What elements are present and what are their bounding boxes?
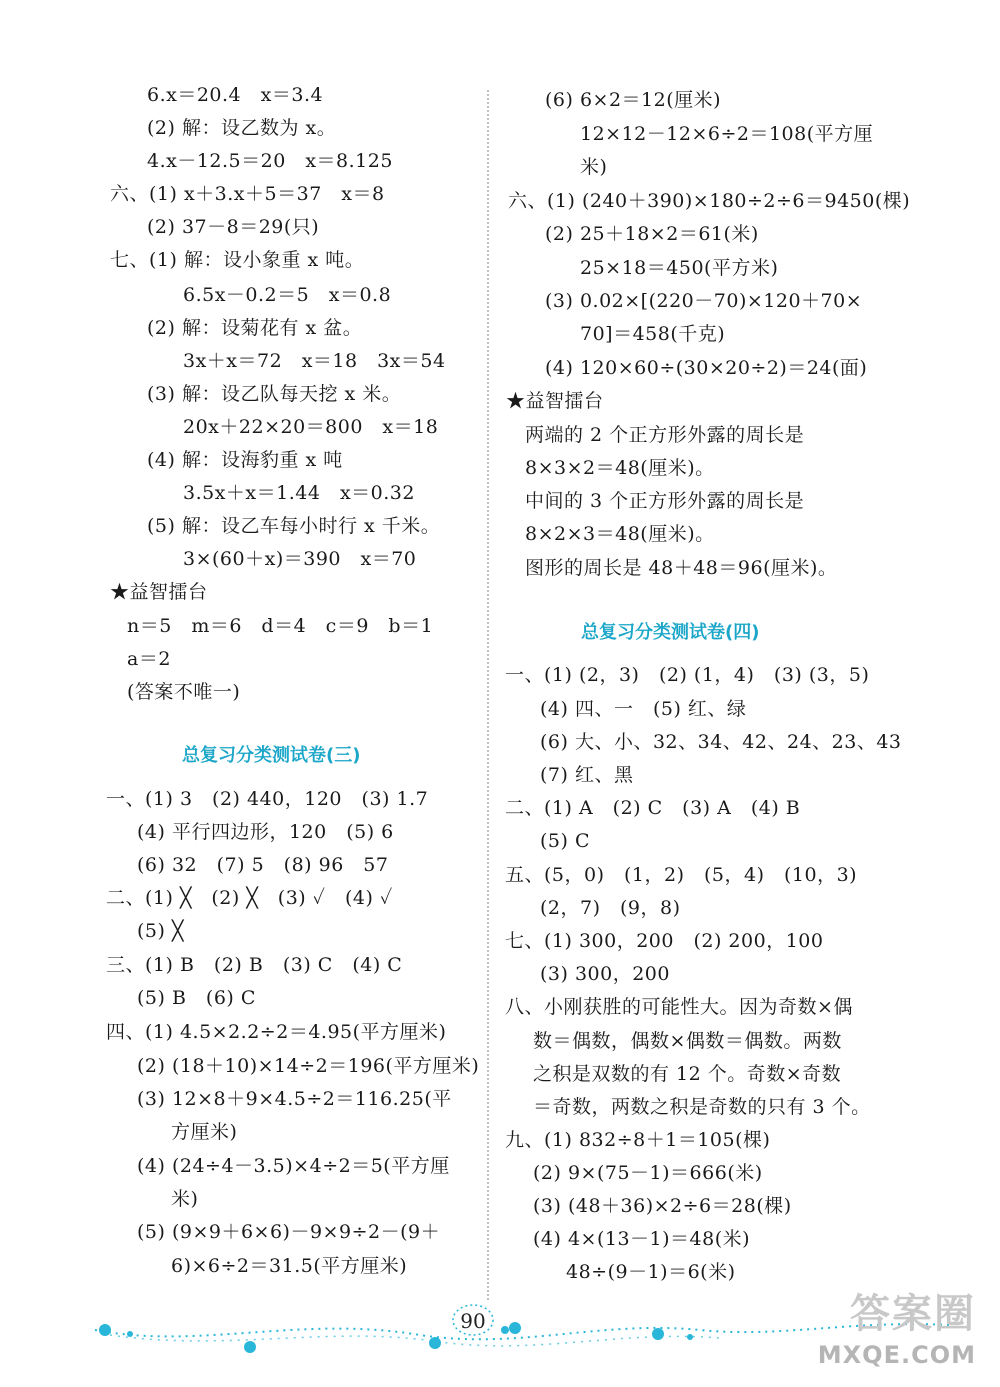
answer-line: 米) [171, 1188, 199, 1210]
footer-dot [501, 1326, 509, 1334]
answer-line: (2) (18＋10)×14÷2＝196(平方厘米) [137, 1055, 480, 1077]
answer-line: 6)×6÷2＝31.5(平方厘米) [171, 1255, 408, 1277]
answer-line: a＝2 [127, 648, 171, 670]
answer-line: 3x＋x＝72 x＝18 3x＝54 [183, 350, 446, 372]
watermark-logo: 答案圈 [850, 1291, 976, 1337]
answer-line: 8×3×2＝48(厘米)。 [525, 457, 715, 479]
answer-line: 之积是双数的有 12 个。奇数×奇数 [533, 1063, 842, 1085]
answer-line: (3) 0.02×[(220－70)×120＋70× [545, 290, 863, 312]
column-divider [487, 90, 489, 1300]
answer-line: (6) 32 (7) 5 (8) 96 57 [137, 854, 389, 876]
answer-line: 六、(1) x＋3.x＋5＝37 x＝8 [110, 183, 385, 205]
answer-line: ＝奇数，两数之积是奇数的只有 3 个。 [533, 1096, 871, 1118]
footer-dot [509, 1322, 521, 1334]
answer-line: 两端的 2 个正方形外露的周长是 [525, 424, 805, 446]
answer-line: 图形的周长是 48＋48＝96(厘米)。 [525, 557, 838, 579]
answer-line: 方厘米) [171, 1121, 238, 1143]
page-number: 90 [460, 1309, 486, 1333]
answer-line: 八、小刚获胜的可能性大。因为奇数×偶 [505, 996, 853, 1018]
answer-line: 七、(1) 解：设小象重 x 吨。 [110, 249, 365, 271]
test-heading: 总复习分类测试卷(四) [581, 622, 760, 643]
answer-line: 二、(1) A (2) C (3) A (4) B [505, 797, 801, 819]
answer-line: 五、(5，0) (1，2) (5，4) (10，3) [505, 864, 858, 886]
answer-line: 九、(1) 832÷8＋1＝105(棵) [505, 1129, 771, 1151]
answer-line: (3) 12×8＋9×4.5÷2＝116.25(平 [137, 1088, 452, 1110]
footer-dot [429, 1337, 441, 1349]
answer-line: (2) 解：设乙数为 x。 [147, 117, 337, 139]
section-title: ★益智擂台 [506, 390, 604, 412]
answer-line: (5) C [540, 830, 590, 852]
answer-line: 米) [580, 156, 608, 178]
answer-line: (答案不唯一) [127, 681, 241, 703]
answer-line: (5) B (6) C [137, 987, 256, 1009]
answer-line: (4) 解：设海豹重 x 吨 [147, 449, 343, 471]
answer-line: (5) (9×9＋6×6)－9×9÷2－(9＋ [137, 1221, 441, 1243]
footer-dot [99, 1324, 111, 1336]
answer-line: 3.5x＋x＝1.44 x＝0.32 [183, 482, 415, 504]
section-title: ★益智擂台 [110, 581, 208, 603]
answer-line: (2) 解：设菊花有 x 盆。 [147, 317, 363, 339]
answer-line: (2) 37－8＝29(只) [147, 216, 320, 238]
answer-line: 数＝偶数，偶数×偶数＝偶数。两数 [533, 1030, 842, 1052]
footer-dot [652, 1328, 664, 1340]
answer-line: 3×(60＋x)＝390 x＝70 [183, 548, 417, 570]
footer-dot [127, 1331, 133, 1337]
answer-line: (2) 9×(75－1)＝666(米) [533, 1162, 763, 1184]
answer-line: n＝5 m＝6 d＝4 c＝9 b＝1 [127, 615, 434, 637]
answer-line: 70]＝458(千克) [580, 323, 726, 345]
answer-line: 48÷(9－1)＝6(米) [566, 1261, 736, 1283]
answer-line: 一、(1) (2，3) (2) (1，4) (3) (3，5) [505, 664, 870, 686]
answer-line: (4) 120×60÷(30×20÷2)＝24(面) [545, 357, 868, 379]
answer-line: (3) 300，200 [540, 963, 670, 985]
answer-line: (6) 大、小、32、34、42、24、23、43 [540, 731, 902, 753]
answer-line: (4) (24÷4－3.5)×4÷2＝5(平方厘 [137, 1155, 450, 1177]
answer-line: (6) 6×2＝12(厘米) [545, 89, 722, 111]
answer-line: (3) (48＋36)×2÷6＝28(棵) [533, 1195, 792, 1217]
answer-line: 6.x＝20.4 x＝3.4 [147, 84, 324, 106]
test-heading: 总复习分类测试卷(三) [182, 745, 361, 766]
answer-line: 4.x－12.5＝20 x＝8.125 [147, 150, 393, 172]
answer-line: (2，7) (9，8) [540, 897, 681, 919]
answer-line: 8×2×3＝48(厘米)。 [525, 523, 715, 545]
answer-line: (3) 解：设乙队每天挖 x 米。 [147, 383, 402, 405]
answer-line: 七、(1) 300，200 (2) 200，100 [505, 930, 824, 952]
footer-dot [687, 1334, 693, 1340]
answer-line: (4) 四、一 (5) 红、绿 [540, 698, 747, 720]
answer-line: 四、(1) 4.5×2.2÷2＝4.95(平方厘米) [106, 1021, 447, 1043]
answer-line: 25×18＝450(平方米) [580, 257, 779, 279]
answer-line: 一、(1) 3 (2) 440，120 (3) 1.7 [106, 788, 429, 810]
answer-line: (4) 平行四边形，120 (5) 6 [137, 821, 394, 843]
answer-line: 12×12－12×6÷2＝108(平方厘 [580, 123, 874, 145]
answer-line: (5) 解：设乙车每小时行 x 千米。 [147, 515, 441, 537]
answer-line: (4) 4×(13－1)＝48(米) [533, 1228, 751, 1250]
answer-line: 六、(1) (240＋390)×180÷2÷6＝9450(棵) [508, 190, 911, 212]
answer-line: (7) 红、黑 [540, 764, 634, 786]
answer-line: 中间的 3 个正方形外露的周长是 [525, 490, 805, 512]
footer-dot [244, 1341, 256, 1353]
answer-line: (5) ╳ [137, 920, 184, 942]
answer-line: 6.5x－0.2＝5 x＝0.8 [183, 284, 392, 306]
answer-line: (2) 25＋18×2＝61(米) [545, 223, 759, 245]
watermark-url: MXQE.COM [817, 1341, 976, 1369]
answer-line: 二、(1) ╳ (2) ╳ (3) ✓ (4) ✓ [106, 887, 393, 909]
answer-line: 三、(1) B (2) B (3) C (4) C [106, 954, 403, 976]
answer-line: 20x＋22×20＝800 x＝18 [183, 416, 439, 438]
watermark [790, 1291, 990, 1379]
